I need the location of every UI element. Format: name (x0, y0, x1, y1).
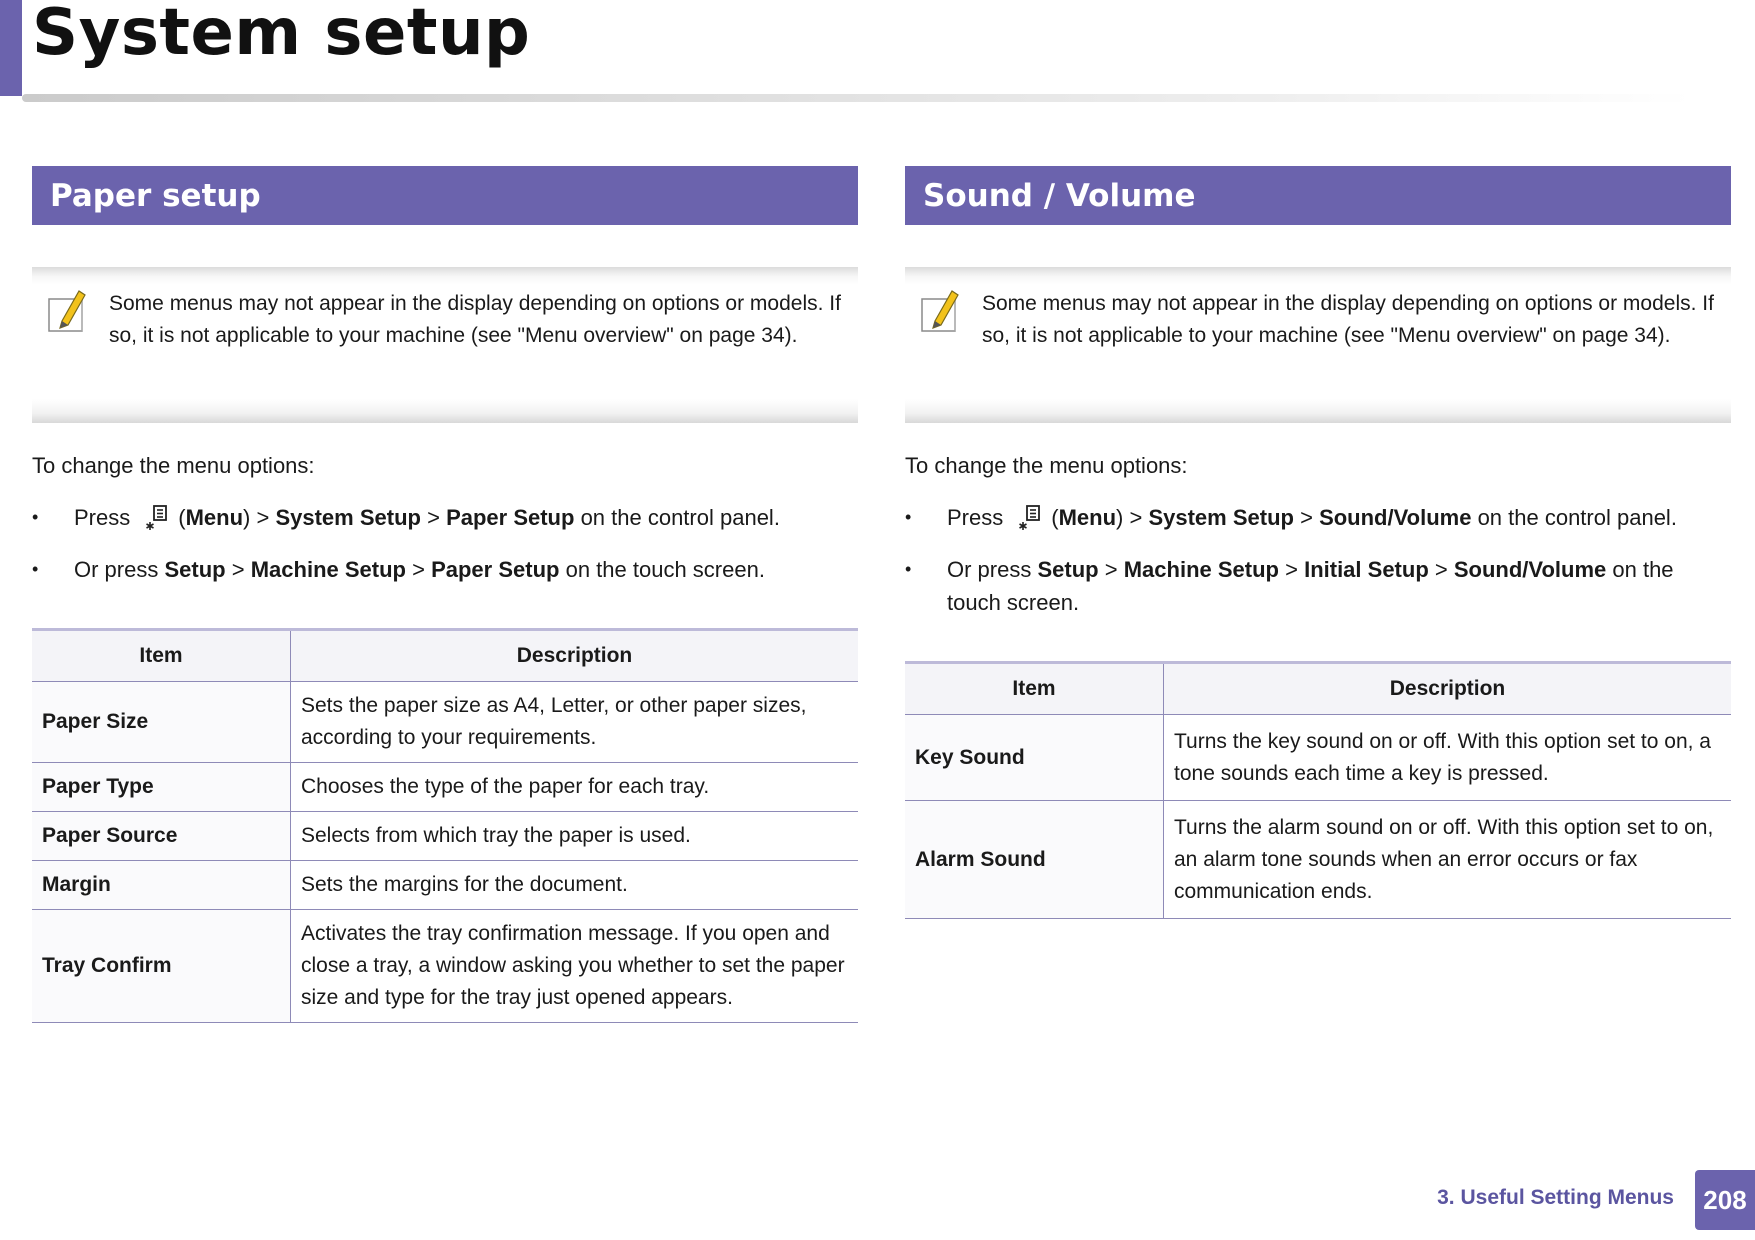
title-accent-bar (0, 0, 22, 96)
table-row (32, 861, 858, 910)
description-cell: Activates the tray confirmation message. If you open and close a tray, a window asking you whether to set the paper size and type for the tray just opened appears. (291, 910, 859, 1023)
description-cell: Sets the paper size as A4, Letter, or other paper sizes, according to your requirements. (291, 682, 859, 763)
footer-chapter: 3. Useful Setting Menus (1437, 1186, 1674, 1209)
list-item: • Or press Setup > Machine Setup > Paper Setup on the touch screen. (32, 553, 858, 586)
instruction-list (32, 501, 858, 586)
description-cell: Turns the key sound on or off. With this option set to on, a tone sounds each time a key is pressed. (1164, 715, 1732, 801)
item-cell: Key Sound (905, 715, 1164, 801)
paper-setup-header: Paper setup (32, 166, 858, 225)
table-row (32, 910, 858, 1023)
table-header-row (905, 663, 1731, 715)
sound-volume-section (905, 166, 1731, 919)
paper-setup-note (32, 267, 858, 423)
table-row (32, 812, 858, 861)
item-cell: Tray Confirm (32, 910, 291, 1023)
item-column-header: Item (905, 663, 1164, 715)
instruction-list (905, 501, 1731, 619)
menu-button-icon (1017, 503, 1045, 531)
intro-text: To change the menu options: (32, 453, 315, 478)
description-cell: Selects from which tray the paper is used. (291, 812, 859, 861)
item-column-header: Item (32, 630, 291, 682)
intro-text: To change the menu options: (905, 453, 1188, 478)
paper-setup-section (32, 166, 858, 1023)
description-column-header: Description (1164, 663, 1732, 715)
list-item: • Press (Menu) > System Setup > Sound/Volume on the control panel. (905, 501, 1731, 534)
list-item: • Or press Setup > Machine Setup > Initial Setup > Sound/Volume on the touch screen. (905, 553, 1731, 619)
note-text: Some menus may not appear in the display depending on options or models. If so, it is not applicable to your machine (see "Menu overview" on page 34). (109, 292, 841, 347)
description-column-header: Description (291, 630, 859, 682)
menu-button-icon (144, 503, 172, 531)
table-row (32, 763, 858, 812)
title-rule (22, 94, 1692, 102)
sound-volume-header: Sound / Volume (905, 166, 1731, 225)
table-row (32, 682, 858, 763)
item-cell: Paper Size (32, 682, 291, 763)
pencil-note-icon (919, 287, 961, 335)
note-text: Some menus may not appear in the display depending on options or models. If so, it is not applicable to your machine (see "Menu overview" on page 34). (982, 292, 1714, 347)
paper-setup-table (32, 628, 858, 1023)
list-item: • Press (Menu) > System Setup > Paper Setup on the control panel. (32, 501, 858, 534)
description-cell: Sets the margins for the document. (291, 861, 859, 910)
table-header-row (32, 630, 858, 682)
pencil-note-icon (46, 287, 88, 335)
sound-volume-note (905, 267, 1731, 423)
item-cell: Paper Source (32, 812, 291, 861)
item-cell: Alarm Sound (905, 801, 1164, 919)
description-cell: Chooses the type of the paper for each tray. (291, 763, 859, 812)
table-row (905, 715, 1731, 801)
page-title: System setup (32, 0, 531, 70)
sound-volume-table (905, 661, 1731, 919)
description-cell: Turns the alarm sound on or off. With this option set to on, an alarm tone sounds when an error occurs or fax communication ends. (1164, 801, 1732, 919)
item-cell: Margin (32, 861, 291, 910)
table-row (905, 801, 1731, 919)
item-cell: Paper Type (32, 763, 291, 812)
page-number: 208 (1695, 1170, 1755, 1230)
